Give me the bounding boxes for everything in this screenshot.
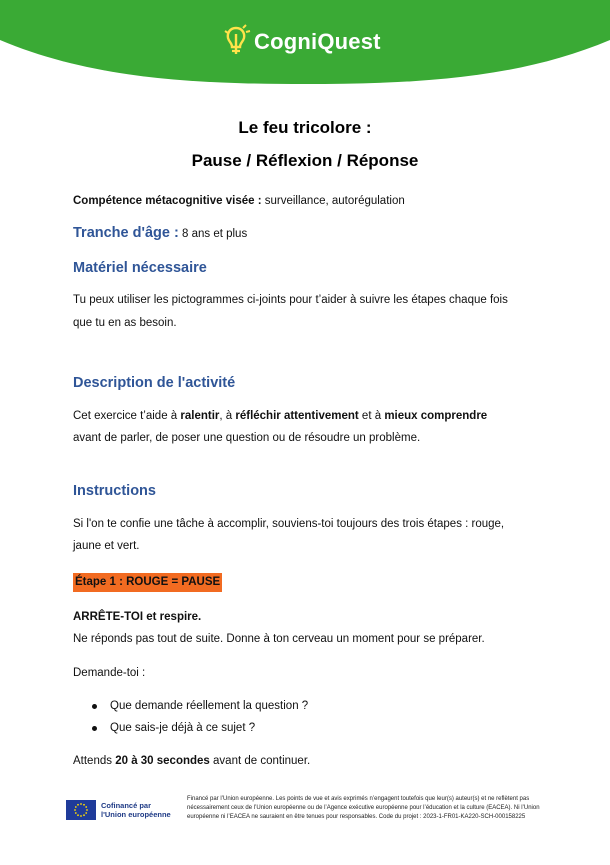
description-text: , à (219, 410, 236, 422)
logo-text: CogniQuest (254, 29, 381, 54)
list-item: Que demande réellement la question ? (90, 695, 308, 717)
description-bold: ralentir (180, 410, 220, 422)
instructions-line1: Si l'on te confie une tâche à accomplir, souviens-toi toujours des trois étapes : rouge, (73, 518, 505, 530)
logo (222, 22, 381, 62)
age-value: 8 ans et plus (178, 228, 248, 240)
competence-line (73, 190, 553, 212)
step1-line: Ne réponds pas tout de suite. Donne à ton cerveau un moment pour se préparer. (73, 633, 485, 645)
wait-text: Attends (73, 755, 116, 767)
age-label: Tranche d'âge : (73, 225, 179, 241)
description-bold: mieux comprendre (384, 410, 488, 422)
age-line (73, 225, 247, 241)
wait-duration: 20 à 30 secondes (115, 755, 210, 767)
competence-value: surveillance, autorégulation (261, 195, 405, 207)
eu-cofinance-label (101, 801, 181, 819)
step1-subheading: ARRÊTE-TOI et respire. (73, 611, 202, 623)
eu-line2: l'Union européenne (101, 810, 171, 819)
wait-text: avant de continuer. (209, 755, 311, 767)
materiel-line2: que tu en as besoin. (73, 317, 177, 329)
instructions-line2: jaune et vert. (73, 540, 140, 552)
materiel-heading: Matériel nécessaire (73, 260, 207, 276)
lightbulb-icon (222, 24, 252, 60)
step1-bullet-list (90, 695, 308, 739)
description-line2: avant de parler, de poser une question ou de résoudre un problème. (73, 432, 421, 444)
description-text: et à (358, 410, 385, 422)
eu-line1: Cofinancé par (101, 801, 152, 810)
description-bold: réfléchir attentivement (235, 410, 359, 422)
step1-ask: Demande-toi : (73, 667, 146, 679)
step1-wait-line (73, 750, 553, 772)
eu-flag-icon (66, 800, 96, 820)
page-title-line2: Pause / Réflexion / Réponse (191, 151, 419, 170)
materiel-line1: Tu peux utiliser les pictogrammes ci-joints pour t’aider à suivre les étapes chaque fois (73, 294, 508, 306)
footer (0, 790, 610, 840)
description-text: Cet exercice t’aide à (73, 410, 181, 422)
page-title-line1: Le feu tricolore : (238, 118, 372, 137)
step1-label: Étape 1 : ROUGE = PAUSE (73, 573, 222, 592)
description-line1 (73, 405, 553, 427)
description-heading: Description de l'activité (73, 375, 236, 391)
instructions-heading: Instructions (73, 483, 156, 499)
competence-label: Compétence métacognitive visée : (73, 195, 262, 207)
footer-disclaimer: Financé par l’Union européenne. Les points de vue et avis exprimés n’engagent toutefois que leur(s) auteur(s) et ne reflètent pas nécessairement ceux de l’Union européenne ou de l’Agence exécutive européenne pour l’éducation et la culture (EACEA). Ni l’Union européenne ni l’EACEA ne sauraient en être tenues pour responsables. Code du projet : 2023-1-FR01-KA220-SCH-000158225 (187, 796, 540, 820)
list-item: Que sais-je déjà à ce sujet ? (90, 717, 308, 739)
